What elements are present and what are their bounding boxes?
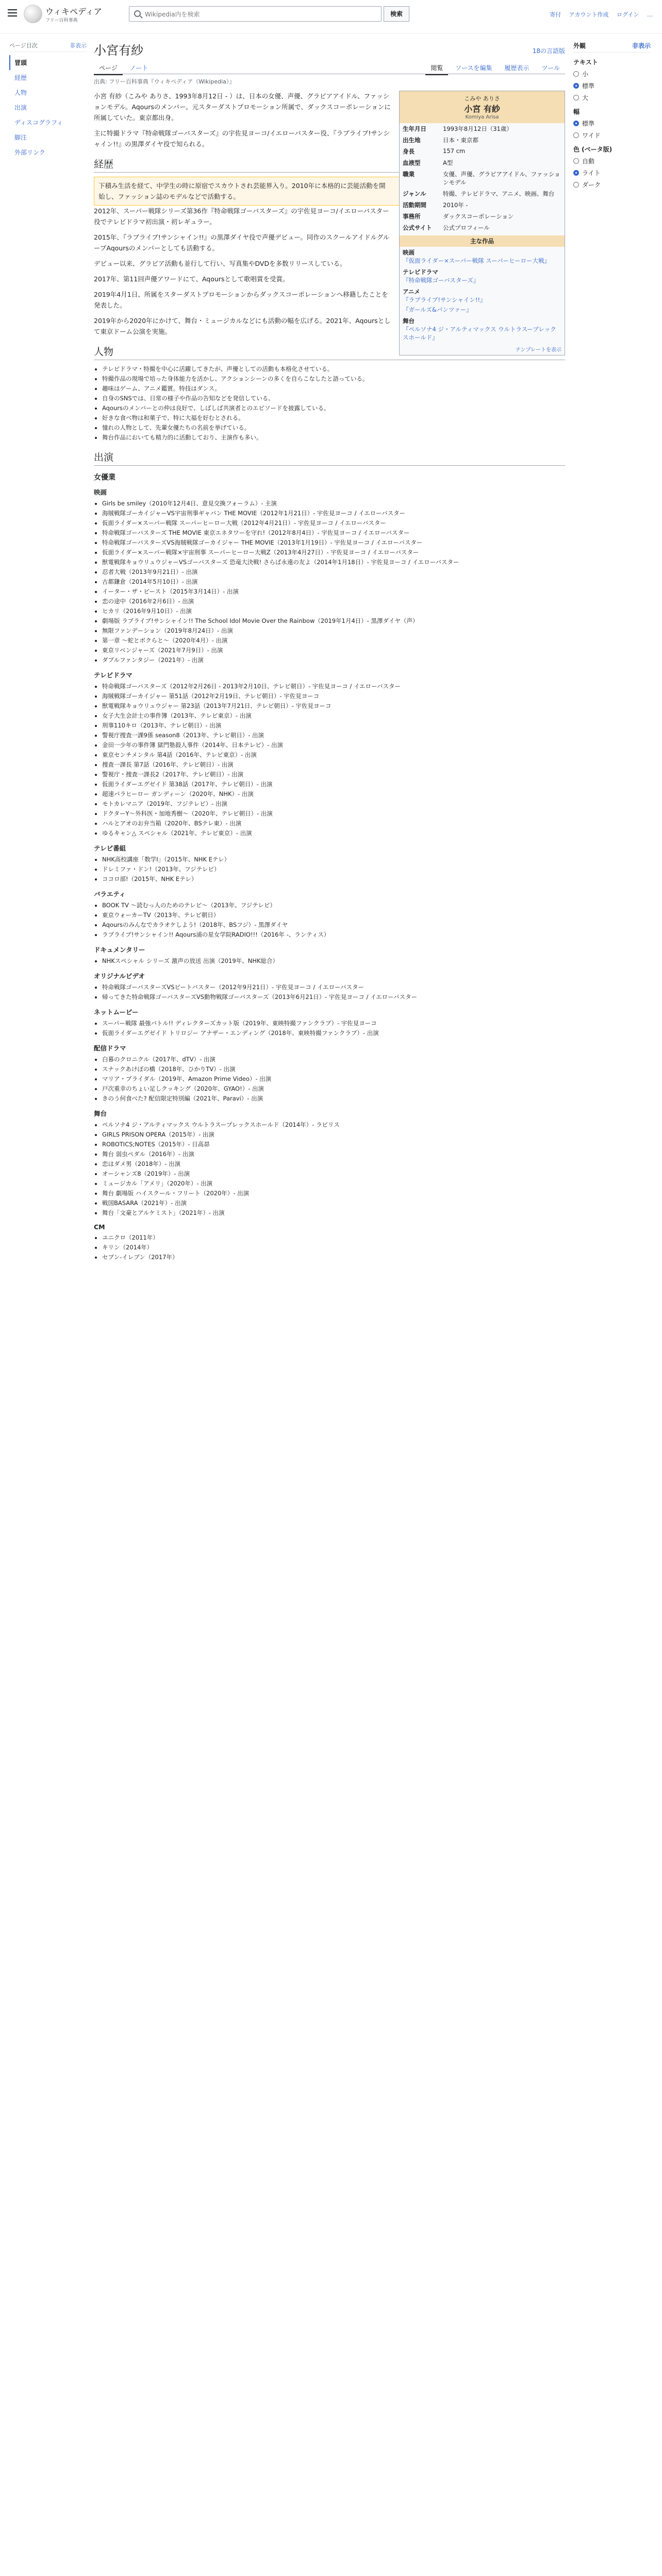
tab-talk[interactable]: ノート [129,64,148,72]
appearance-item: • ハルとアオのお弁当箱（2020年、BSテレ東）- 出演 [102,819,565,828]
infobox-value: A型 [443,159,453,166]
person-list-item: • 舞台作品においても精力的に活動しており、主演作も多い。 [102,433,565,443]
login-link[interactable]: ログイン [617,11,639,18]
appearance-hide-button[interactable]: 非表示 [632,42,651,49]
tab-page[interactable]: ページ [94,61,123,75]
career-paragraph: 2017年、第11回声優アワードにて、Aqoursとして歌唱賞を受賞。 [94,275,289,283]
appearance-list [94,682,565,838]
appearance-item: • オーシャンズ8（2019年）- 出演 [102,1169,565,1179]
width-wide-option[interactable] [573,131,651,140]
appearance-item: • 警視庁・捜査一課長2（2017年、テレビ朝日）- 出演 [102,770,565,779]
radio-selected-icon [573,170,579,176]
infobox-works-heading: 主な作品 [400,235,565,247]
appearance-item: • 仮面ライダー×スーパー戦隊 スーパーヒーロー大戦（2012年4月21日）- 宇佐見ヨーコ / イエローバスター [102,518,565,528]
toc-header [9,41,87,52]
appearance-item: • 第一章 ～蛇とボクらと～（2020年4月）- 出演 [102,636,565,646]
acting-heading: 女優業 [94,473,115,482]
appearance-item: • 舞台 劇場版 ハイスクール・フリート（2020年）- 出演 [102,1189,565,1198]
infobox [399,91,565,355]
appearance-item: • 特命戦隊ゴーバスターズVSビートバスター（2012年9月21日）- 宇佐見ヨーコ / イエローバスター [102,982,565,992]
appearance-item: • ドレミファ・ドン!（2013年、フジテレビ） [102,865,565,874]
appearance-item: • ダブルファンタジー（2021年）- 出演 [102,655,565,665]
person-heading: 人物 [94,344,565,360]
career-paragraph: 2012年、スーパー戦隊シリーズ第36作『特命戦隊ゴーバスターズ』の宇佐見ヨーコ/イエローバスター役でテレビドラマ初出演・初レギュラー。 [94,207,389,226]
text-size-label: テキスト [573,59,598,66]
site-wordmark[interactable]: ウィキペディア [45,7,102,16]
appearance-item: • 超速パラヒーロー ガンディーン（2020年、NHK）- 出演 [102,789,565,799]
appearance-group-title: CM [94,1223,105,1231]
infobox-value: 公式プロフィール [443,224,490,231]
from-line: 出典: フリー百科事典『ウィキペディア（Wikipedia）』 [94,78,235,85]
appearance-item: • キリン（2014年） [102,1243,565,1252]
appearance-item: • 舞台「文豪とアルケミスト」（2021年）- 出演 [102,1208,565,1218]
toc-pin-label: ページ目次 [9,42,38,49]
intro-paragraph: 主に特撮ドラマ『特命戦隊ゴーバスターズ』の宇佐見ヨーコ/イエローバスター役、『ラブライブ!サンシャイン!!』の黒澤ダイヤ役で知られる。 [94,129,390,148]
search-button[interactable]: 検索 [384,6,409,22]
appearance-item: • 警視庁捜査一課9係 season8（2013年、テレビ朝日）- 出演 [102,731,565,740]
toc-item-external[interactable]: 外部リンク [14,149,45,156]
appearance-list [94,956,565,966]
career-paragraph: 2019年4月1日、所属をスターダストプロモーションからダックスコーポレーションへ移籍したことを発表した。 [94,291,388,309]
toc-item-person[interactable]: 人物 [14,89,27,96]
tab-edit-source[interactable]: ソースを編集 [455,64,492,72]
appearance-list [94,855,565,884]
appearance-item: • 東京センチメンタル 第4話（2016年、テレビ東京）- 出演 [102,750,565,760]
infobox-works-category: テレビドラマ [403,268,438,276]
option-label: ワイド [582,132,601,139]
radio-selected-icon [573,121,579,126]
more-menu-icon[interactable]: … [647,11,653,18]
namespace-tabs [94,61,153,74]
width-standard-option[interactable] [573,119,651,128]
appearance-item: • スナックあけぼの橋（2018年、ひかりTV）- 出演 [102,1064,565,1074]
infobox-key: 出生地 [403,137,421,144]
appearance-item: • 仮面ライダー×スーパー戦隊×宇宙刑事 スーパーヒーロー大戦Z（2013年4月27日）- 宇佐見ヨーコ / イエローバスター [102,548,565,557]
infobox-kana: こみや ありさ [464,95,500,102]
appearance-item: • 特命戦隊ゴーバスターズ THE MOVIE 東京エネタワーを守れ!（2012年8月4日）- 宇佐見ヨーコ / イエローバスター [102,528,565,538]
appearance-item: • 劇場版 ラブライブ!サンシャイン!! The School Idol Movie Over the Rainbow（2019年1月4日）- 黒澤ダイヤ（声） [102,616,565,626]
infobox-key: 職業 [403,171,415,178]
radio-selected-icon [573,83,579,89]
user-links [543,10,653,19]
tab-tools[interactable]: ツール [541,64,560,72]
person-list-item: • 特撮作品の現場で培った身体能力を活かし、アクションシーンの多くを自らこなしたと語っている。 [102,374,565,384]
appearance-item: • モトカレマニア（2019年、フジテレビ）- 出演 [102,799,565,809]
infobox-work-link[interactable]: 『ガールズ&パンツァー』 [403,306,472,313]
career-heading: 経歴 [94,157,565,173]
appearance-item: • 恋はダメ男（2018年）- 出演 [102,1159,565,1169]
appearance-item: • BOOK TV ～読むっ人のためのテレビ～（2013年、フジテレビ） [102,901,565,910]
infobox-name: 小宮 有紗 [464,104,500,114]
person-list-item: • 趣味はゲーム、アニメ鑑賞。特技はダンス。 [102,384,565,394]
career-paragraph: 下積み生活を経て、中学生の時に原宿でスカウトされ芸能界入り。2010年に本格的に芸能活動を開始し、ファッション誌のモデルなどで活動する。 [98,182,386,200]
infobox-value: 女優、声優、グラビアアイドル、ファッションモデル [443,171,560,186]
appearance-item: • ココロ部!（2015年、NHK Eテレ） [102,874,565,884]
infobox-works-category: 舞台 [403,317,415,325]
appearance-group-title: ネットムービー [94,1008,139,1016]
infobox-work-link[interactable]: 『特命戦隊ゴーバスターズ』 [403,277,479,284]
appearance-group-title: テレビ番組 [94,844,126,852]
radio-icon [573,158,579,164]
appearance-item: • 獣電戦隊キョウリュウジャー 第23話（2013年7月21日、テレビ朝日）- 宇佐見ヨーコ [102,701,565,711]
person-list-item: • 憧れの人物として、先輩女優たちの名前を挙げている。 [102,423,565,433]
appearance-item: • NHKスペシャル シリーズ 激声の放送 出演（2019年、NHK総合） [102,956,565,966]
appearance-item: • ドクターY～外科医・加地秀樹～（2020年、テレビ朝日）- 出演 [102,809,565,819]
color-label: 色 (ベータ版) [573,146,613,153]
view-tabs [425,61,565,74]
site-header [0,0,662,33]
color-dark-option[interactable] [573,180,651,189]
infobox-value: ダックスコーポレーション [443,213,514,220]
text-standard-option[interactable] [573,81,651,90]
page-tabs [94,61,565,74]
toc-item-appearances[interactable]: 出演 [14,104,27,111]
appearance-list [94,1120,565,1218]
infobox-key: 身長 [403,148,415,155]
appearance-item: • ペルソナ4 ジ・アルティマックス ウルトラスープレックスホールド（2014年）- ラビリス [102,1120,565,1130]
appearance-item: • ミュージカル「アメリ」（2020年）- 出演 [102,1179,565,1189]
intro-paragraph: 小宮 有紗（こみや ありさ、1993年8月12日 - ）は、日本の女優、声優、グラビアアイドル、ファッションモデル。Aqoursのメンバー。元スターダストプロモーション所属で、ダックスコーポレーションに所属していた。東京都出身。 [94,92,391,122]
person-list-item: • Aqoursのメンバーとの仲は良好で、しばしば共演者とのエピソードを披露している。 [102,403,565,413]
appearance-groups [94,487,565,1262]
appearance-item: • ゆるキャン△ スペシャル（2021年、テレビ東京）- 出演 [102,828,565,838]
appearance-item: • ユニクロ（2011年） [102,1233,565,1243]
appearance-item: • 刑事110キロ（2013年、テレビ朝日）- 出演 [102,721,565,731]
appearance-item: • きのう何食べた? 配信限定特別編（2021年、Paravi）- 出演 [102,1094,565,1104]
create-account-link[interactable]: アカウント作成 [569,11,609,18]
appearance-item: • NHK高校講座「数学Ⅰ」（2015年、NHK Eテレ） [102,855,565,865]
infobox-key: 事務所 [403,213,421,220]
option-label: 大 [582,94,589,101]
infobox-row [400,168,565,188]
infobox-key: 生年月日 [403,125,426,132]
toc-item-discography[interactable]: ディスコグラフィ [14,119,63,126]
toc-item-top[interactable]: 冒頭 [9,55,87,70]
appearances-heading: 出演 [94,450,565,466]
appearance-group-title: 舞台 [94,1110,107,1117]
person-list-item: • 好きな食べ物は和菓子で、特に大福を好むとされる。 [102,413,565,423]
infobox-romaji: Komiya Arisa [465,114,499,120]
infobox-work-link[interactable]: 『仮面ライダー×スーパー戦隊 スーパーヒーロー大戦』 [403,257,551,264]
tab-history[interactable]: 履歴表示 [504,64,529,72]
appearance-group-title: バラエティ [94,890,126,898]
infobox-row [400,188,565,199]
article-main [94,36,565,1265]
color-auto-option[interactable] [573,157,651,165]
infobox-key: 活動期間 [403,201,426,209]
appearance-item: • 獣電戦隊キョウリュウジャーVSゴーバスターズ 恐竜大決戦! さらば永遠の友よ（2014年1月18日）- 宇佐見ヨーコ / イエローバスター [102,557,565,567]
option-label: 自動 [582,158,595,165]
appearance-item: • マリア・ブライダル（2019年、Amazon Prime Video）- 出演 [102,1074,565,1084]
radio-icon [573,182,579,188]
appearance-item: • Aqoursのみんなでカラオケしよう!（2018年、BSフジ）- 黒澤ダイヤ [102,920,565,930]
appearance-item: • 海賊戦隊ゴーカイジャー 第51話（2012年2月19日、テレビ朝日）- 宇佐見ヨーコ [102,691,565,701]
appearance-item: • 特命戦隊ゴーバスターズ（2012年2月26日 - 2013年2月10日、テレビ朝日）- 宇佐見ヨーコ / イエローバスター [102,682,565,691]
infobox-title [400,91,565,123]
search-icon [134,10,141,17]
appearance-item: • スーパー戦隊 最強バトル!! ディレクターズカット版（2019年、東映特撮ファンクラブ）- 宇佐見ヨーコ [102,1019,565,1028]
appearance-header [573,41,651,53]
option-label: 標準 [582,120,595,127]
infobox-row [400,134,565,146]
infobox-rows [400,123,565,233]
infobox-value: 日本・東京都 [443,137,478,144]
appearance-item: • 仮面ライダーエグゼイド 第38話（2017年、テレビ朝日）- 出演 [102,779,565,789]
toc-hide-button[interactable]: 非表示 [70,42,87,49]
appearance-item: • イーター・ザ・ビースト（2015年3月14日）- 出演 [102,587,565,597]
appearance-list [94,1019,565,1038]
toc-item-career[interactable]: 経歴 [14,74,27,81]
appearance-item: • 忍者大戦（2013年9月21日）- 出演 [102,567,565,577]
tab-read[interactable]: 閲覧 [425,61,448,75]
language-button[interactable]: 18の言語版 [532,47,565,55]
infobox-value: 1993年8月12日（31歳） [443,125,512,132]
page-title: 小宮有紗 [94,43,143,58]
appearance-panel [573,41,651,192]
infobox-value: 157 cm [443,147,466,155]
infobox-key: ジャンル [403,190,426,197]
person-list-item: • 自身のSNSでは、日常の様子や作品の告知などを発信している。 [102,394,565,403]
infobox-row [400,123,565,134]
appearance-item: • 白暮のクロニクル（2017年、dTV）- 出演 [102,1055,565,1064]
appearance-item: • Girls be smiley（2010年12月4日、意見交換フォーラム）- 主演 [102,499,565,509]
infobox-row [400,157,565,168]
option-label: ダーク [582,181,601,189]
career-paragraph: デビュー以来、グラビア活動も並行して行い、写真集やDVDを多数リリースしている。 [94,260,346,267]
infobox-row [400,211,565,222]
appearance-list [94,1233,565,1262]
infobox-key: 血液型 [403,159,421,166]
infobox-value: 特撮、テレビドラマ、アニメ、映画、舞台 [443,190,555,197]
appearance-item: • 仮面ライダーエグゼイド トリロジー アナザー・エンディング（2018年、東映特撮ファンクラブ）- 出演 [102,1028,565,1038]
appearance-item: • 戸次重幸のちょい足しクッキング（2020年、GYAO!）- 出演 [102,1084,565,1094]
person-list-item: • テレビドラマ・特撮を中心に活躍してきたが、声優としての活動も本格化させている。 [102,364,565,374]
search-box [129,6,382,22]
appearance-item: • 無限ファンデーション（2019年8月24日）- 出演 [102,626,565,636]
appearance-group-title: 映画 [94,488,107,496]
text-small-option[interactable] [573,70,651,78]
appearance-title: 外観 [573,42,586,49]
appearance-item: • 戦国BASARA（2021年）- 出演 [102,1198,565,1208]
radio-icon [573,132,579,138]
appearance-item: • 特命戦隊ゴーバスターズVS海賊戦隊ゴーカイジャー THE MOVIE（2013年1月19日）- 宇佐見ヨーコ / イエローバスター [102,538,565,548]
color-light-option[interactable] [573,168,651,177]
text-large-option[interactable] [573,93,651,102]
appearance-list [94,982,565,1002]
infobox-works-category: アニメ [403,288,420,295]
appearance-list [94,499,565,665]
appearance-item: • ラブライブ!サンシャイン!! Aqours浦の星女学院RADIO!!!（2016年 -、ランティス） [102,930,565,940]
appearance-group-title: テレビドラマ [94,671,133,679]
career-paragraph: 2015年、『ラブライブ!サンシャイン!!』の黒澤ダイヤ役で声優デビュー。同作のスクールアイドルグループAqoursのメンバーとしても活動する。 [94,233,390,252]
infobox-works [400,247,565,343]
toc-item-notes[interactable]: 脚注 [14,134,27,141]
appearance-item: • 東京ウォーカーTV（2013年、テレビ朝日） [102,910,565,920]
main-menu-icon[interactable] [6,7,19,20]
infobox-value: 2010年 - [443,201,468,209]
appearance-item: • ROBOTICS;NOTES（2015年）- 日高昴 [102,1140,565,1149]
appearance-item: • 舞台 弱虫ペダル（2016年）- 出演 [102,1149,565,1159]
appearance-item: • 古都鎌倉（2014年5月10日）- 出演 [102,577,565,587]
toc-sidebar [9,41,87,160]
appearance-item: • 東京リベンジャーズ（2021年7月9日）- 出演 [102,646,565,655]
donate-link[interactable]: 寄付 [550,11,561,18]
radio-icon [573,95,579,100]
template-link[interactable]: テンプレートを表示 [515,347,561,353]
width-label: 幅 [573,108,580,115]
wikipedia-logo-icon[interactable] [24,5,42,23]
site-tagline: フリー百科事典 [45,18,78,23]
appearance-item: • 女子大生会計士の事件簿（2013年、テレビ東京）- 出演 [102,711,565,721]
appearance-list [94,901,565,940]
option-label: ライト [582,170,601,177]
infobox-work-link[interactable]: 『ペルソナ4 ジ・アルティマックス ウルトラスープレックスホールド』 [403,326,556,341]
appearance-group-title: 配信ドラマ [94,1044,126,1052]
appearance-item: • 海賊戦隊ゴーカイジャーVS宇宙刑事ギャバン THE MOVIE（2012年1月21日）- 宇佐見ヨーコ / イエローバスター [102,509,565,518]
appearance-group-title: オリジナルビデオ [94,972,145,980]
option-label: 小 [582,71,589,78]
option-label: 標準 [582,82,595,90]
appearance-item: • 金田一少年の事件簿 獄門塾殺人事件（2014年、日本テレビ）- 出演 [102,740,565,750]
infobox-work-link[interactable]: 『ラブライブ!サンシャイン!!』 [403,296,486,303]
appearance-item: • ヒカリ（2016年9月10日）- 出演 [102,606,565,616]
appearance-item: • 帰ってきた特命戦隊ゴーバスターズVS動物戦隊ゴーバスターズ（2013年6月21日）- 宇佐見ヨーコ / イエローバスター [102,992,565,1002]
infobox-row [400,199,565,211]
appearance-group-title: ドキュメンタリー [94,946,145,954]
search-input[interactable] [144,9,352,20]
infobox-works-category: 映画 [403,249,415,256]
infobox-row [400,222,565,233]
radio-icon [573,71,579,77]
infobox-key: 公式サイト [403,224,432,231]
appearance-item: • セブン-イレブン（2017年） [102,1252,565,1262]
career-paragraph: 2019年から2020年にかけて、舞台・ミュージカルなどにも活動の幅を広げる。2021年、Aqoursとして東京ドーム公演を実施。 [94,317,391,335]
person-list [94,364,565,443]
appearance-list [94,1055,565,1104]
infobox-row [400,146,565,157]
appearance-item: • 恋の途中（2016年2月6日）- 出演 [102,597,565,606]
appearance-item: • 捜査一課長 第7話（2016年、テレビ朝日）- 出演 [102,760,565,770]
appearance-item: • GIRLS PRISON OPERA（2015年）- 出演 [102,1130,565,1140]
